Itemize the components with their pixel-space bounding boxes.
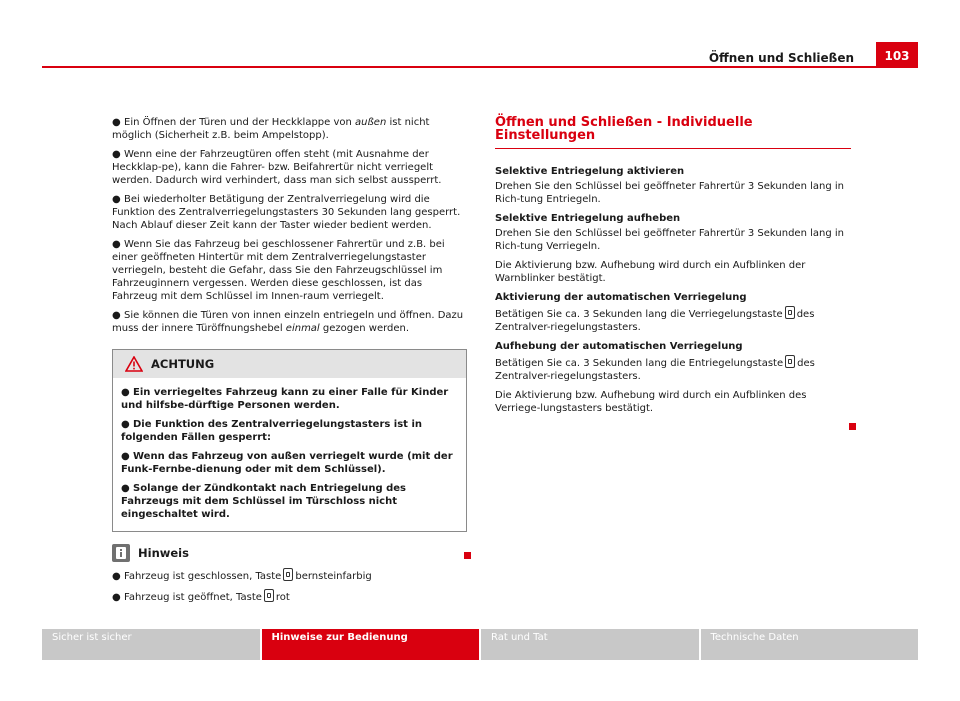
bullet-text: Wenn Sie das Fahrzeug bei geschlossener Fahrertür und z.B. bei einer geöffneten Hintertür mit dem Zentralverriegelungstaster verriegeln, besteht die Gefahr, dass Sie den Fahrzeugschlüssel im Fahrzeuginnern vergessen. Werden diese geschlossen, ist das Fahrzeug mit dem Schlüssel im Innen-raum verriegelt. xyxy=(112,239,445,302)
end-marker-icon xyxy=(464,552,471,559)
paragraph: Die Aktivierung bzw. Aufhebung wird durch ein Aufblinken der Warnblinker bestätigt. xyxy=(495,260,806,284)
warning-item: ● Ein verriegeltes Fahrzeug kann zu einer Falle für Kinder und hilfsbe-dürftige Personen werden. xyxy=(121,387,449,411)
warning-header xyxy=(113,350,466,378)
hint-text: rot xyxy=(275,592,290,603)
bullet-item: ● Wenn eine der Fahrzeugtüren offen steht (mit Ausnahme der Heckklap-pe), kann die Fahrer- bzw. Beifahrertür nicht verriegelt werden. Dadurch wird verhindert, dass man sich selbst aussperrt. xyxy=(112,149,442,186)
footer-tab-rat-und-tat[interactable]: Rat und Tat xyxy=(481,629,699,660)
warning-item-text: Die Funktion des Zentralverriegelungstasters ist in folgenden Fällen gesperrt: xyxy=(121,419,422,443)
lock-key-icon xyxy=(283,568,293,581)
bullet-item: ● Sie können die Türen von innen einzeln entriegeln und öffnen. Dazu muss der innere Türöffnungshebel einmal gezogen werden. xyxy=(112,310,464,334)
warning-body xyxy=(113,378,466,531)
bullet-text: ist nicht möglich (Sicherheit z.B. beim Ampelstopp). xyxy=(112,117,430,141)
paragraph-text: Betätigen Sie ca. 3 Sekunden lang die Verriegelungstaste xyxy=(495,309,783,320)
bullet-item: ● Ein Öffnen der Türen und der Heckklappe von außen ist nicht möglich (Sicherheit z.B. beim Ampelstopp). xyxy=(112,117,430,141)
paragraph xyxy=(495,306,851,334)
paragraph: Drehen Sie den Schlüssel bei geöffneter Fahrertür 3 Sekunden lang in Rich-tung Verriegeln. xyxy=(495,228,844,252)
bullet-item: ● Bei wiederholter Betätigung der Zentralverriegelung wird die Funktion des Zentralverriegelungstasters 30 Sekunden lang gesperrt. Nach Ablauf dieser Zeit kann der Taster wieder bedient werden. xyxy=(112,194,461,231)
end-marker-icon xyxy=(849,423,856,430)
hint-item: ● Fahrzeug ist geöffnet, Taste rot xyxy=(112,589,467,604)
hint-text: Fahrzeug ist geschlossen, Taste xyxy=(124,571,282,582)
subheading: Selektive Entriegelung aktivieren xyxy=(495,166,685,177)
info-hint-icon xyxy=(112,544,130,562)
bullet-emphasis: einmal xyxy=(285,323,320,334)
paragraph-text: des Zentralver-riegelungstasters. xyxy=(495,309,815,333)
hint-header xyxy=(112,544,467,562)
bullet-text: Bei wiederholter Betätigung der Zentralverriegelung wird die Funktion des Zentralverriegelungstasters 30 Sekunden lang gesperrt. Nach Ablauf dieser Zeit kann der Taster wieder bedient werden. xyxy=(112,194,461,231)
warning-box xyxy=(112,349,467,532)
header-rule xyxy=(42,66,876,68)
footer-nav xyxy=(42,629,918,660)
bullet-item: ● Wenn Sie das Fahrzeug bei geschlossener Fahrertür und z.B. bei einer geöffneten Hintertür mit dem Zentralverriegelungstaster verriegeln, besteht die Gefahr, dass Sie den Fahrzeugschlüssel im Fahrzeuginnern vergessen. Werden diese geschlossen, ist das Fahrzeug mit dem Schlüssel im Innen-raum verriegelt. xyxy=(112,239,445,302)
bullet-text: Wenn eine der Fahrzeugtüren offen steht (mit Ausnahme der Heckklap-pe), kann die Fahrer- bzw. Beifahrertür nicht verriegelt werden. Dadurch wird verhindert, dass man sich selbst aussperrt. xyxy=(112,149,442,186)
right-column xyxy=(495,116,851,421)
footer-tab-sicher[interactable]: Sicher ist sicher xyxy=(42,629,260,660)
paragraph-text: Betätigen Sie ca. 3 Sekunden lang die Entriegelungstaste xyxy=(495,358,784,369)
warning-item-text: Ein verriegeltes Fahrzeug kann zu einer Falle für Kinder und hilfsbe-dürftige Personen werden. xyxy=(121,387,449,411)
hint-item: ● Fahrzeug ist geschlossen, Taste bernsteinfarbig xyxy=(112,568,467,583)
hint-title: Hinweis xyxy=(138,545,189,560)
section-title: Öffnen und Schließen - Individuelle Einstellungen xyxy=(495,116,851,149)
subheading: Selektive Entriegelung aufheben xyxy=(495,213,681,224)
page-number: 103 xyxy=(876,42,918,68)
warning-item: ● Wenn das Fahrzeug von außen verriegelt wurde (mit der Funk-Fernbe-dienung oder mit dem Schlüssel). xyxy=(121,451,453,475)
lock-key-icon xyxy=(785,355,795,368)
left-column xyxy=(112,116,467,610)
paragraph xyxy=(495,355,851,383)
subheading: Aufhebung der automatischen Verriegelung xyxy=(495,341,743,352)
warning-triangle-icon xyxy=(125,356,143,372)
footer-tab-bedienung[interactable]: Hinweise zur Bedienung xyxy=(262,629,480,660)
bullet-text: gezogen werden. xyxy=(319,323,410,334)
warning-item-text: Solange der Zündkontakt nach Entriegelung des Fahrzeugs mit dem Schlüssel im Türschloss nicht eingeschaltet wird. xyxy=(121,483,407,520)
footer-tab-technische-daten[interactable]: Technische Daten xyxy=(701,629,919,660)
lock-key-icon xyxy=(785,306,795,319)
warning-title: ACHTUNG xyxy=(151,356,215,371)
bullet-text: Ein Öffnen der Türen und der Heckklappe von xyxy=(124,117,356,128)
hint-text: bernsteinfarbig xyxy=(295,571,372,582)
lock-key-icon xyxy=(264,589,274,602)
warning-item-text: Wenn das Fahrzeug von außen verriegelt wurde (mit der Funk-Fernbe-dienung oder mit dem Schlüssel). xyxy=(121,451,453,475)
bullet-emphasis: außen xyxy=(355,117,387,128)
warning-item: ● Solange der Zündkontakt nach Entriegelung des Fahrzeugs mit dem Schlüssel im Türschloss nicht eingeschaltet wird. xyxy=(121,483,407,520)
page-header-title: Öffnen und Schließen xyxy=(708,51,854,65)
hint-text: Fahrzeug ist geöffnet, Taste xyxy=(124,592,262,603)
paragraph: Die Aktivierung bzw. Aufhebung wird durch ein Aufblinken des Verriege-lungstasters bestätigt. xyxy=(495,390,807,414)
paragraph-text: des Zentralver-riegelungstasters. xyxy=(495,358,815,382)
bullet-text: Sie können die Türen von innen einzeln entriegeln und öffnen. Dazu muss der innere Türöffnungshebel xyxy=(112,310,464,334)
paragraph: Drehen Sie den Schlüssel bei geöffneter Fahrertür 3 Sekunden lang in Rich-tung Entriegeln. xyxy=(495,181,844,205)
warning-item: ● Die Funktion des Zentralverriegelungstasters ist in folgenden Fällen gesperrt: xyxy=(121,419,422,443)
subheading: Aktivierung der automatischen Verriegelung xyxy=(495,292,747,303)
